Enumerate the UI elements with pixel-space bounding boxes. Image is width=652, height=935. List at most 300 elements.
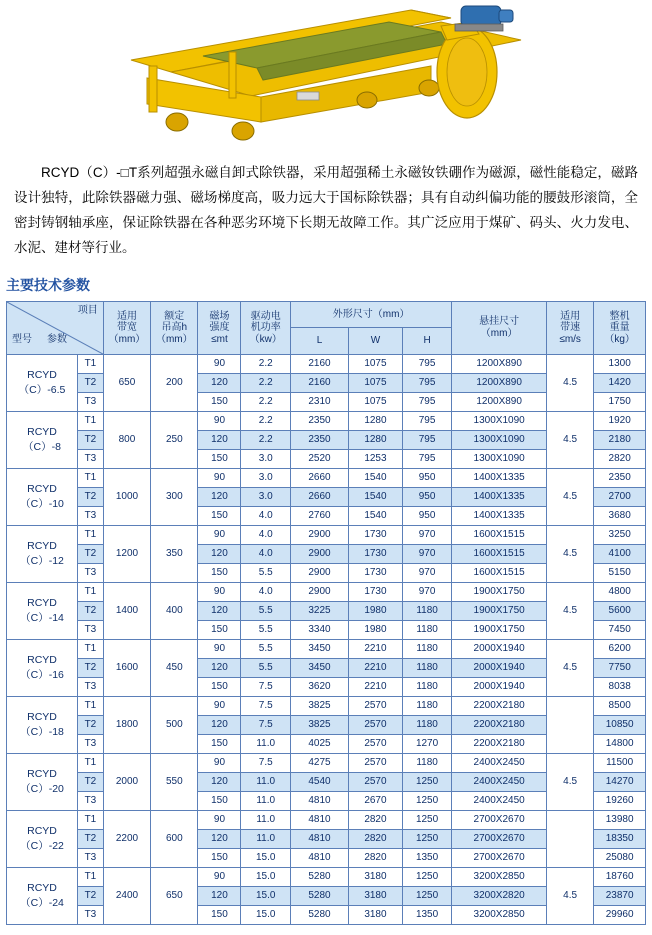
cell-dim-h: 795 — [402, 392, 451, 411]
header-weight-l3: （kg） — [604, 333, 635, 345]
model-line2: （C）-24 — [20, 896, 64, 909]
cell-field-strength: 150 — [198, 848, 241, 867]
cell-row-tag: T3 — [78, 848, 104, 867]
cell-field-strength: 150 — [198, 392, 241, 411]
cell-belt-speed — [546, 810, 593, 867]
cell-belt-width: 650 — [103, 354, 150, 411]
header-field-l2: 强度 — [209, 322, 230, 334]
header-rated-height-l1: 额定 — [164, 310, 185, 322]
cell-motor-power: 2.2 — [241, 430, 290, 449]
cell-row-tag: T2 — [78, 715, 104, 734]
cell-row-tag: T1 — [78, 354, 104, 373]
cell-dim-h: 970 — [402, 525, 451, 544]
cell-total-weight: 4800 — [594, 582, 646, 601]
cell-row-tag: T2 — [78, 658, 104, 677]
cell-total-weight: 11500 — [594, 753, 646, 772]
cell-dim-l: 4810 — [290, 829, 348, 848]
header-motor-l2: 机功率 — [250, 322, 281, 334]
cell-dim-w: 1980 — [349, 601, 403, 620]
cell-dim-w: 1253 — [349, 449, 403, 468]
cell-motor-power: 7.5 — [241, 715, 290, 734]
cell-total-weight: 6200 — [594, 639, 646, 658]
cell-dim-w: 1540 — [349, 468, 403, 487]
header-dim-l: L — [290, 328, 348, 355]
header-total-weight — [594, 301, 646, 354]
cell-row-tag: T1 — [78, 696, 104, 715]
table-row — [7, 753, 646, 772]
cell-dim-l: 3450 — [290, 639, 348, 658]
cell-field-strength: 150 — [198, 506, 241, 525]
header-speed-l1: 适用 — [560, 310, 581, 322]
cell-belt-width: 2200 — [103, 810, 150, 867]
cell-dim-h: 795 — [402, 449, 451, 468]
cell-total-weight: 4100 — [594, 544, 646, 563]
cell-field-strength: 90 — [198, 525, 241, 544]
cell-total-weight: 10850 — [594, 715, 646, 734]
cell-hanging-size: 1600X1515 — [452, 563, 547, 582]
model-line2: （C）-20 — [20, 782, 64, 795]
header-rated-height-l2: 吊高h — [161, 322, 188, 334]
cell-rated-height: 600 — [151, 810, 198, 867]
cell-row-tag: T2 — [78, 430, 104, 449]
table-row — [7, 354, 646, 373]
cell-motor-power: 11.0 — [241, 810, 290, 829]
cell-field-strength: 120 — [198, 601, 241, 620]
cell-dim-h: 970 — [402, 563, 451, 582]
cell-motor-power: 2.2 — [241, 411, 290, 430]
table-row — [7, 639, 646, 658]
cell-hanging-size: 1200X890 — [452, 373, 547, 392]
cell-dim-h: 1180 — [402, 620, 451, 639]
cell-row-tag: T2 — [78, 601, 104, 620]
cell-dim-w: 1980 — [349, 620, 403, 639]
cell-dim-l: 2350 — [290, 411, 348, 430]
cell-dim-w: 3180 — [349, 905, 403, 924]
header-belt-width-l1: 适用 — [116, 310, 137, 322]
cell-total-weight: 8500 — [594, 696, 646, 715]
header-field-l3: ≤mt — [211, 333, 228, 345]
cell-dim-h: 1250 — [402, 810, 451, 829]
cell-dim-l: 5280 — [290, 867, 348, 886]
cell-dim-w: 2570 — [349, 734, 403, 753]
cell-motor-power: 2.2 — [241, 373, 290, 392]
cell-dim-w: 1730 — [349, 582, 403, 601]
cell-row-tag: T2 — [78, 487, 104, 506]
cell-model — [7, 582, 78, 639]
cell-row-tag: T2 — [78, 544, 104, 563]
table-row — [7, 468, 646, 487]
cell-dim-h: 1180 — [402, 677, 451, 696]
cell-field-strength: 120 — [198, 658, 241, 677]
cell-motor-power: 15.0 — [241, 848, 290, 867]
specs-table-body — [7, 354, 646, 924]
cell-field-strength: 120 — [198, 373, 241, 392]
cell-rated-height: 550 — [151, 753, 198, 810]
header-motor-l1: 驱动电 — [250, 310, 281, 322]
cell-dim-w: 2570 — [349, 772, 403, 791]
cell-rated-height: 350 — [151, 525, 198, 582]
cell-field-strength: 150 — [198, 734, 241, 753]
cell-row-tag: T1 — [78, 810, 104, 829]
cell-rated-height: 450 — [151, 639, 198, 696]
cell-dim-w: 2210 — [349, 639, 403, 658]
cell-model — [7, 468, 78, 525]
cell-rated-height: 400 — [151, 582, 198, 639]
cell-belt-width: 800 — [103, 411, 150, 468]
table-row — [7, 696, 646, 715]
cell-total-weight: 2180 — [594, 430, 646, 449]
header-belt-width-l2: 带宽 — [116, 322, 137, 334]
cell-motor-power: 11.0 — [241, 791, 290, 810]
cell-hanging-size: 1900X1750 — [452, 601, 547, 620]
cell-hanging-size: 1400X1335 — [452, 487, 547, 506]
cell-total-weight: 1750 — [594, 392, 646, 411]
cell-hanging-size: 2400X2450 — [452, 753, 547, 772]
cell-motor-power: 15.0 — [241, 886, 290, 905]
cell-row-tag: T2 — [78, 772, 104, 791]
technical-parameters-table — [6, 301, 646, 925]
header-belt-width — [103, 301, 150, 354]
cell-dim-l: 5280 — [290, 905, 348, 924]
cell-dim-h: 795 — [402, 411, 451, 430]
cell-hanging-size: 3200X2850 — [452, 905, 547, 924]
cell-field-strength: 150 — [198, 905, 241, 924]
cell-total-weight: 23870 — [594, 886, 646, 905]
cell-dim-h: 1250 — [402, 791, 451, 810]
cell-dim-l: 2900 — [290, 563, 348, 582]
model-line1: RCYD — [27, 881, 57, 894]
cell-dim-w: 2820 — [349, 829, 403, 848]
model-line1: RCYD — [27, 368, 57, 381]
model-line2: （C）-14 — [20, 611, 64, 624]
cell-dim-l: 4025 — [290, 734, 348, 753]
cell-dim-h: 950 — [402, 487, 451, 506]
cell-field-strength: 120 — [198, 487, 241, 506]
model-line1: RCYD — [27, 824, 57, 837]
cell-dim-l: 4810 — [290, 848, 348, 867]
cell-belt-width: 1200 — [103, 525, 150, 582]
cell-motor-power: 4.0 — [241, 544, 290, 563]
model-line1: RCYD — [27, 539, 57, 552]
cell-dim-h: 1250 — [402, 886, 451, 905]
cell-dim-h: 795 — [402, 430, 451, 449]
cell-belt-speed: 4.5 — [546, 354, 593, 411]
cell-row-tag: T3 — [78, 449, 104, 468]
header-hanging-size — [452, 301, 547, 354]
cell-model — [7, 867, 78, 924]
cell-row-tag: T3 — [78, 563, 104, 582]
cell-total-weight: 29960 — [594, 905, 646, 924]
section-title: 主要技术参数 — [6, 276, 90, 293]
cell-field-strength: 120 — [198, 829, 241, 848]
cell-total-weight: 7450 — [594, 620, 646, 639]
cell-total-weight: 2350 — [594, 468, 646, 487]
header-speed-l3: ≤m/s — [559, 333, 581, 345]
cell-belt-speed: 4.5 — [546, 639, 593, 696]
cell-hanging-size: 2000X1940 — [452, 677, 547, 696]
cell-hanging-size: 1200X890 — [452, 354, 547, 373]
cell-total-weight: 1920 — [594, 411, 646, 430]
cell-dim-l: 4810 — [290, 791, 348, 810]
cell-row-tag: T1 — [78, 525, 104, 544]
cell-field-strength: 150 — [198, 677, 241, 696]
cell-motor-power: 4.0 — [241, 525, 290, 544]
model-line1: RCYD — [27, 653, 57, 666]
header-weight-l1: 整机 — [609, 310, 630, 322]
cell-hanging-size: 1600X1515 — [452, 525, 547, 544]
cell-rated-height: 250 — [151, 411, 198, 468]
header-motor-power — [241, 301, 290, 354]
cell-total-weight: 2820 — [594, 449, 646, 468]
cell-total-weight: 19260 — [594, 791, 646, 810]
cell-row-tag: T1 — [78, 867, 104, 886]
cell-model — [7, 639, 78, 696]
cell-row-tag: T1 — [78, 582, 104, 601]
cell-dim-h: 1180 — [402, 753, 451, 772]
cell-belt-speed: 4.5 — [546, 867, 593, 924]
cell-row-tag: T3 — [78, 734, 104, 753]
cell-belt-speed: 4.5 — [546, 753, 593, 810]
cell-hanging-size: 1400X1335 — [452, 468, 547, 487]
cell-hanging-size: 1300X1090 — [452, 411, 547, 430]
cell-hanging-size: 1200X890 — [452, 392, 547, 411]
cell-model — [7, 411, 78, 468]
model-line1: RCYD — [27, 710, 57, 723]
cell-dim-w: 1730 — [349, 544, 403, 563]
model-line1: RCYD — [27, 482, 57, 495]
cell-motor-power: 3.0 — [241, 449, 290, 468]
cell-field-strength: 120 — [198, 886, 241, 905]
cell-motor-power: 11.0 — [241, 734, 290, 753]
cell-belt-speed: 4.5 — [546, 468, 593, 525]
cell-dim-h: 795 — [402, 373, 451, 392]
cell-field-strength: 90 — [198, 867, 241, 886]
header-rated-height — [151, 301, 198, 354]
cell-dim-l: 4275 — [290, 753, 348, 772]
cell-motor-power: 3.0 — [241, 487, 290, 506]
product-illustration — [0, 0, 652, 155]
cell-total-weight: 7750 — [594, 658, 646, 677]
cell-row-tag: T3 — [78, 791, 104, 810]
cell-dim-l: 3225 — [290, 601, 348, 620]
cell-belt-width: 2400 — [103, 867, 150, 924]
cell-dim-w: 2570 — [349, 753, 403, 772]
cell-hanging-size: 2400X2450 — [452, 791, 547, 810]
cell-total-weight: 13980 — [594, 810, 646, 829]
cell-belt-width: 1800 — [103, 696, 150, 753]
header-weight-l2: 重量 — [609, 322, 630, 334]
cell-row-tag: T3 — [78, 677, 104, 696]
cell-total-weight: 18350 — [594, 829, 646, 848]
cell-dim-w: 1280 — [349, 430, 403, 449]
cell-row-tag: T1 — [78, 753, 104, 772]
cell-field-strength: 90 — [198, 696, 241, 715]
cell-motor-power: 11.0 — [241, 772, 290, 791]
model-line1: RCYD — [27, 596, 57, 609]
cell-dim-l: 2160 — [290, 354, 348, 373]
cell-dim-l: 3825 — [290, 696, 348, 715]
header-field-strength — [198, 301, 241, 354]
header-field-l1: 磁场 — [209, 310, 230, 322]
cell-hanging-size: 3200X2850 — [452, 867, 547, 886]
cell-dim-l: 2900 — [290, 582, 348, 601]
header-speed-l2: 带速 — [560, 322, 581, 334]
cell-dim-h: 1350 — [402, 848, 451, 867]
cell-total-weight: 8038 — [594, 677, 646, 696]
cell-motor-power: 2.2 — [241, 392, 290, 411]
cell-field-strength: 90 — [198, 468, 241, 487]
cell-field-strength: 90 — [198, 354, 241, 373]
cell-total-weight: 1300 — [594, 354, 646, 373]
cell-dim-h: 1350 — [402, 905, 451, 924]
cell-dim-w: 1540 — [349, 506, 403, 525]
cell-belt-speed — [546, 696, 593, 753]
cell-motor-power: 2.2 — [241, 354, 290, 373]
cell-field-strength: 150 — [198, 620, 241, 639]
cell-row-tag: T1 — [78, 411, 104, 430]
cell-dim-h: 1180 — [402, 696, 451, 715]
cell-motor-power: 5.5 — [241, 563, 290, 582]
header-hang-l1: 悬挂尺寸 — [479, 316, 520, 328]
cell-row-tag: T3 — [78, 905, 104, 924]
cell-dim-w: 2570 — [349, 696, 403, 715]
cell-row-tag: T3 — [78, 392, 104, 411]
cell-field-strength: 120 — [198, 430, 241, 449]
table-row — [7, 582, 646, 601]
cell-motor-power: 5.5 — [241, 601, 290, 620]
cell-dim-w: 2210 — [349, 677, 403, 696]
table-row — [7, 810, 646, 829]
model-line1: RCYD — [27, 425, 57, 438]
cell-hanging-size: 1900X1750 — [452, 620, 547, 639]
cell-hanging-size: 2700X2670 — [452, 829, 547, 848]
cell-row-tag: T2 — [78, 829, 104, 848]
cell-model — [7, 354, 78, 411]
cell-dim-w: 2210 — [349, 658, 403, 677]
cell-model — [7, 810, 78, 867]
table-row — [7, 411, 646, 430]
cell-dim-h: 1250 — [402, 867, 451, 886]
cell-model — [7, 753, 78, 810]
cell-field-strength: 150 — [198, 563, 241, 582]
cell-dim-w: 3180 — [349, 867, 403, 886]
model-line2: （C）-10 — [20, 497, 64, 510]
cell-field-strength: 90 — [198, 753, 241, 772]
model-line2: （C）-22 — [20, 839, 64, 852]
cell-belt-width: 2000 — [103, 753, 150, 810]
cell-rated-height: 300 — [151, 468, 198, 525]
cell-dim-h: 1180 — [402, 639, 451, 658]
header-rated-height-l3: （mm） — [155, 333, 193, 345]
cell-dim-h: 1180 — [402, 601, 451, 620]
cell-total-weight: 14270 — [594, 772, 646, 791]
cell-dim-l: 2160 — [290, 373, 348, 392]
cell-motor-power: 4.0 — [241, 506, 290, 525]
cell-belt-width: 1000 — [103, 468, 150, 525]
header-dim-w: W — [349, 328, 403, 355]
cell-total-weight: 2700 — [594, 487, 646, 506]
cell-row-tag: T3 — [78, 620, 104, 639]
table-row — [7, 525, 646, 544]
corner-label-model: 型号 — [12, 333, 32, 345]
cell-dim-h: 795 — [402, 354, 451, 373]
cell-row-tag: T2 — [78, 373, 104, 392]
cell-dim-w: 2670 — [349, 791, 403, 810]
model-line2: （C）-6.5 — [18, 383, 66, 396]
cell-motor-power: 7.5 — [241, 677, 290, 696]
cell-hanging-size: 2000X1940 — [452, 639, 547, 658]
cell-dim-h: 950 — [402, 506, 451, 525]
product-description: RCYD（C）-□T系列超强永磁自卸式除铁器，采用超强稀土永磁钕铁硼作为磁源，磁性能稳定，磁路设计独特，此除铁器磁力强、磁场梯度高，吸力远大于国标除铁器；具有自动纠偏功能的腰鼓形滚筒，全密封铸钢轴承座，保证除铁器在各种恶劣环境下长期无故障工作。其广泛应用于煤矿、码头、火力发电、水泥、建材等行业。 — [14, 165, 638, 255]
cell-row-tag: T2 — [78, 886, 104, 905]
cell-dim-h: 1270 — [402, 734, 451, 753]
cell-motor-power: 7.5 — [241, 753, 290, 772]
cell-dim-l: 2660 — [290, 487, 348, 506]
cell-motor-power: 5.5 — [241, 620, 290, 639]
cell-field-strength: 150 — [198, 449, 241, 468]
cell-dim-w: 1075 — [349, 373, 403, 392]
header-belt-width-l3: （mm） — [108, 333, 146, 345]
cell-dim-l: 4810 — [290, 810, 348, 829]
cell-field-strength: 90 — [198, 810, 241, 829]
model-line2: （C）-18 — [20, 725, 64, 738]
corner-label-param: 参数 — [47, 333, 67, 345]
cell-motor-power: 3.0 — [241, 468, 290, 487]
cell-hanging-size: 2200X2180 — [452, 734, 547, 753]
cell-hanging-size: 2200X2180 — [452, 696, 547, 715]
cell-dim-l: 2350 — [290, 430, 348, 449]
cell-dim-l: 2660 — [290, 468, 348, 487]
cell-dim-l: 2900 — [290, 525, 348, 544]
cell-dim-l: 2520 — [290, 449, 348, 468]
cell-dim-l: 5280 — [290, 886, 348, 905]
cell-belt-speed: 4.5 — [546, 525, 593, 582]
cell-dim-w: 1540 — [349, 487, 403, 506]
model-line2: （C）-16 — [20, 668, 64, 681]
cell-total-weight: 3250 — [594, 525, 646, 544]
cell-hanging-size: 1400X1335 — [452, 506, 547, 525]
cell-dim-w: 1730 — [349, 525, 403, 544]
cell-model — [7, 525, 78, 582]
cell-field-strength: 120 — [198, 772, 241, 791]
cell-field-strength: 150 — [198, 791, 241, 810]
cell-dim-w: 1075 — [349, 354, 403, 373]
cell-motor-power: 5.5 — [241, 639, 290, 658]
cell-dim-l: 2900 — [290, 544, 348, 563]
header-dim-h: H — [402, 328, 451, 355]
cell-belt-speed: 4.5 — [546, 582, 593, 639]
header-dimensions: 外形尺寸（mm） — [290, 301, 451, 328]
cell-row-tag: T1 — [78, 639, 104, 658]
cell-total-weight: 5600 — [594, 601, 646, 620]
corner-header — [7, 301, 104, 354]
specs-table-wrap — [0, 301, 652, 935]
cell-hanging-size: 1600X1515 — [452, 544, 547, 563]
corner-label-item: 项目 — [77, 304, 98, 316]
model-line2: （C）-8 — [23, 440, 61, 453]
cell-motor-power: 7.5 — [241, 696, 290, 715]
cell-hanging-size: 2000X1940 — [452, 658, 547, 677]
cell-dim-h: 970 — [402, 582, 451, 601]
cell-dim-h: 1180 — [402, 658, 451, 677]
cell-total-weight: 5150 — [594, 563, 646, 582]
cell-motor-power: 11.0 — [241, 829, 290, 848]
cell-row-tag: T3 — [78, 506, 104, 525]
cell-motor-power: 4.0 — [241, 582, 290, 601]
cell-hanging-size: 2400X2450 — [452, 772, 547, 791]
cell-field-strength: 120 — [198, 544, 241, 563]
cell-dim-l: 4540 — [290, 772, 348, 791]
